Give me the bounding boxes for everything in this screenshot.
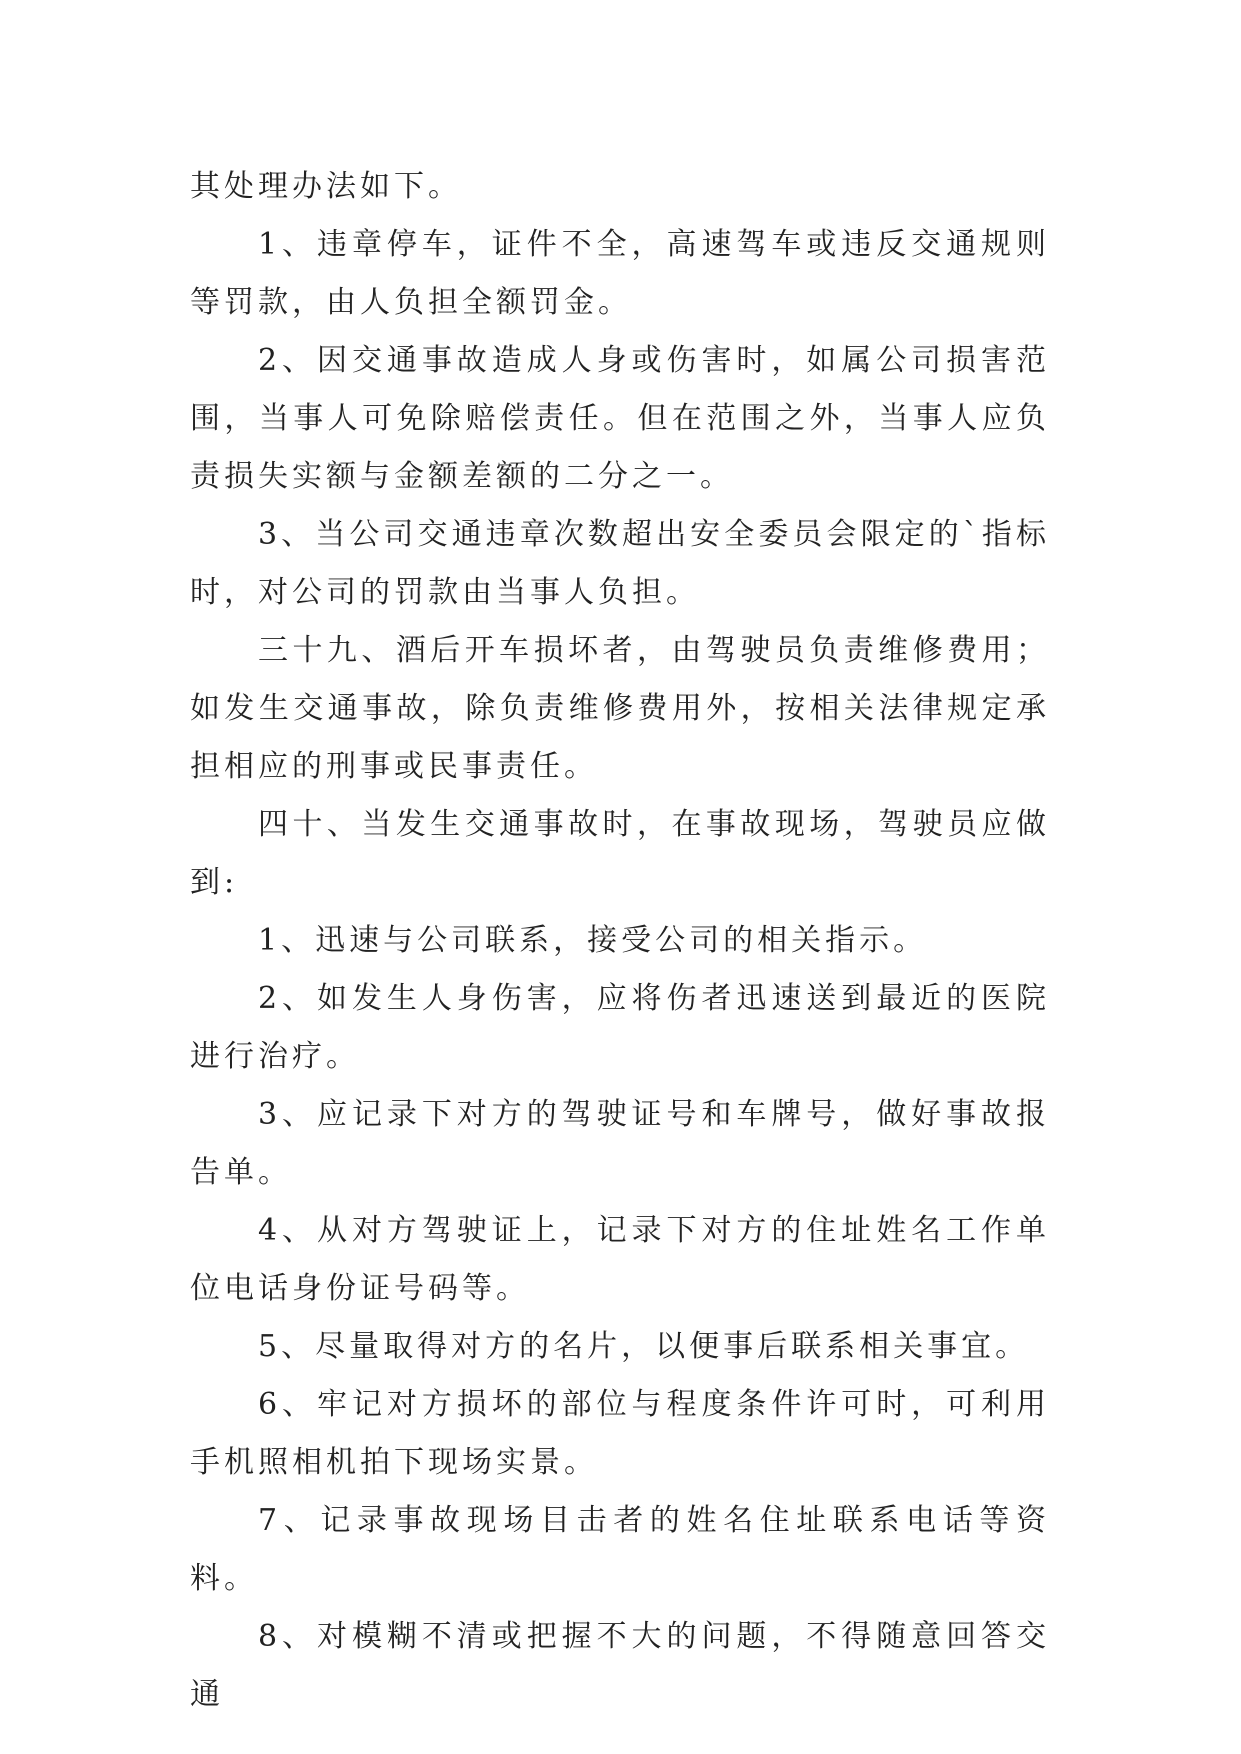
paragraph-item-3-violations: 3、当公司交通违章次数超出安全委员会限定的`指标时，对公司的罚款由当事人负担。 <box>190 517 1050 610</box>
paragraph-item-1-fines: 1、违章停车，证件不全，高速驾车或违反交通规则等罚款，由人负担全额罚金。 <box>190 227 1050 320</box>
paragraph-step-1: 1、迅速与公司联系，接受公司的相关指示。 <box>258 923 928 958</box>
paragraph-step-7: 7、记录事故现场目击者的姓名住址联系电话等资料。 <box>190 1503 1050 1596</box>
paragraph-article-39: 三十九、酒后开车损坏者，由驾驶员负责维修费用；如发生交通事故，除负责维修费用外，按相关法律规定承担相应的刑事或民事责任。 <box>190 633 1050 784</box>
paragraph-article-40: 四十、当发生交通事故时，在事故现场，驾驶员应做到: <box>190 807 1050 900</box>
document-page <box>190 158 1050 1724</box>
paragraph-item-2-injury: 2、因交通事故造成人身或伤害时，如属公司损害范围，当事人可免除赔偿责任。但在范围之外，当事人应负责损失实额与金额差额的二分之一。 <box>190 343 1050 494</box>
paragraph-step-8: 8、对模糊不清或把握不大的问题，不得随意回答交通 <box>190 1619 1050 1712</box>
paragraph-step-6: 6、牢记对方损坏的部位与程度条件许可时，可利用手机照相机拍下现场实景。 <box>190 1387 1050 1480</box>
paragraph-intro: 其处理办法如下。 <box>190 169 462 204</box>
paragraph-step-2: 2、如发生人身伤害，应将伤者迅速送到最近的医院进行治疗。 <box>190 981 1050 1074</box>
paragraph-step-3: 3、应记录下对方的驾驶证号和车牌号，做好事故报告单。 <box>190 1097 1050 1190</box>
paragraph-step-5: 5、尽量取得对方的名片，以便事后联系相关事宜。 <box>258 1329 1030 1364</box>
paragraph-step-4: 4、从对方驾驶证上，记录下对方的住址姓名工作单位电话身份证号码等。 <box>190 1213 1050 1306</box>
